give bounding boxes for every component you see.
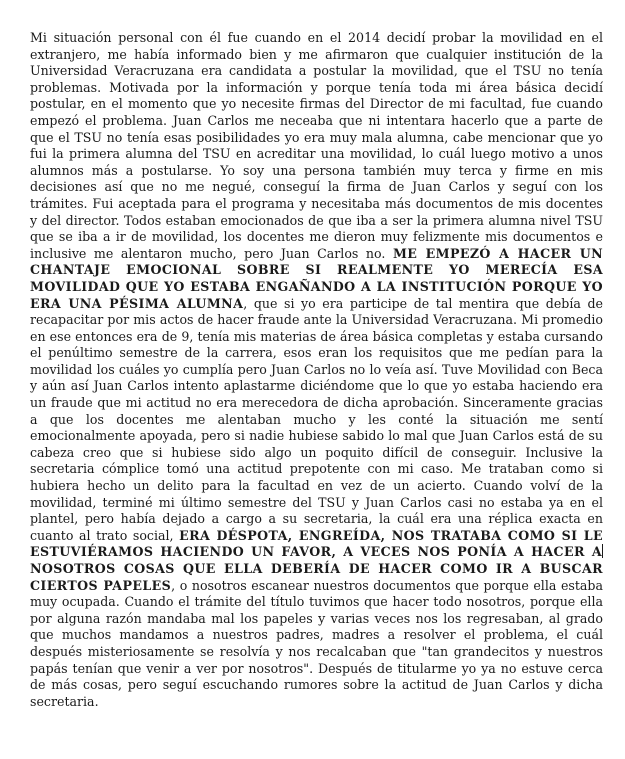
text-segment: Mi situación personal con él fue cuando en el 2014 decidí probar la movilidad en el extranjero, me había informado bien y me afirmaron que cualquier institución de la Universidad Veracruzana era candidata a postular la movilidad, que el TSU no tenía problemas. Motivada por la información y porque tenía toda mi área básica decidí postular, en el momento que yo necesite firmas del Director de mi facultad, fue cuando empezó el problema. Juan Carlos me neceaba que ni intentara hacerlo que a parte de que el TSU no tenía esas posibilidades yo era muy mala alumna, cabe mencionar que yo fui la primera alumna del TSU en acreditar una movilidad, lo cuál luego motivo a unos alumnos más a postularse. Yo soy una persona también muy terca y firme en mis decisiones así que no me negué, conseguí la firma de Juan Carlos y seguí con los trámites. Fui aceptada para el programa y necesitaba más documentos de mis docentes y del director. Todos estaban emocionados de que iba a ser la primera alumna nivel TSU que se iba a ir de movilidad, los docentes me dieron muy felizmente mis documentos e inclusive me alentaron mucho, pero Juan Carlos no. [30,30,603,261]
document-page [30,30,603,710]
text-segment: , que si yo era participe de tal mentira que debía de recapacitar por mis actos de hacer fraude ante la Universidad Veracruzana. Mi promedio en ese entonces era de 9, tenía mis materias de área básica completas y estaba cursando el penúltimo semestre de la carrera, esos eran los requisitos que me pedían para la movilidad los cuáles yo cumplía pero Juan Carlos no lo veía así. Tuve Movilidad con Beca y aún así Juan Carlos intento aplastarme diciéndome que lo que yo estaba haciendo era un fraude que mi actitud no era merecedora de dicha aprobación. Sinceramente gracias a que los docentes me alentaban mucho y les conté la situación me sentí emocionalmente apoyada, pero si nadie hubiese sabido lo mal que Juan Carlos está de su cabeza creo que si hubiese sido algo un poquito difícil de conseguir. Inclusive la secretaria cómplice tomó una actitud prepotente con mi caso. Me trataban como si hubiera hecho un delito para la facultad en vez de un acierto. Cuando volví de la movilidad, terminé mi último semestre del TSU y Juan Carlos casi no estaba ya en el plantel, pero había dejado a cargo a su secretaria, la cuál era una réplica exacta en cuanto al trato social, [30,295,603,543]
text-cursor [602,544,603,558]
text-segment: , o nosotros escanear nuestros documentos que porque ella estaba muy ocupada. Cuando el trámite del título tuvimos que hacer todo nosotros, porque ella por alguna razón mandaba mal los papeles y varias veces nos los regresaban, al grado que muchos mandamos a nuestros padres, madres a resolver el problema, el cuál después misteriosamente se resolvía y nos recalcaban que "tan grandecitos y nuestros papás tenían que venir a ver por nosotros". Después de titularme yo ya no estuve cerca de más cosas, pero seguí escuchando rumores sobre la actitud de Juan Carlos y dicha secretaria. [30,577,604,709]
bold-text-segment: NOSOTROS COSAS QUE ELLA DEBERÍA DE HACER COMO IR A BUSCAR CIERTOS PAPELES [30,561,603,593]
body-paragraph [30,30,603,710]
bold-text-segment: ME EMPEZÓ A HACER UN CHANTAJE EMOCIONAL SOBRE SI REALMENTE YO MERECÍA ESA MOVILIDAD QUE YO ESTABA ENGAÑANDO A LA INSTITUCIÓN PORQUE YO ERA UNA PÉSIMA ALUMNA [30,245,603,311]
bold-text-segment: ERA DÉSPOTA, ENGREÍDA, NOS TRATABA COMO SI LE ESTUVIÉRAMOS HACIENDO UN FAVOR, A VECES NOS PONÍA A HACER A [30,527,604,560]
